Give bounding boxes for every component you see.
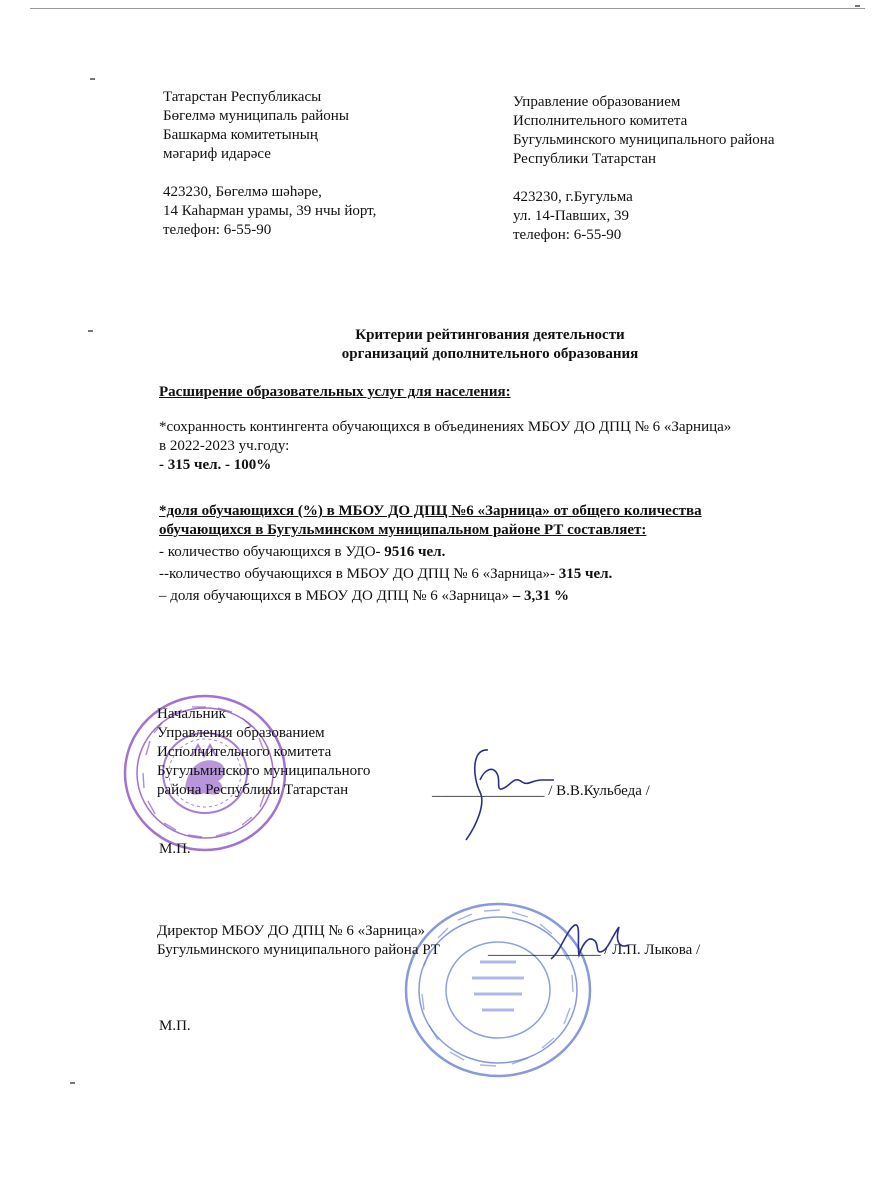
signature2-line1: Директор МБОУ ДО ДПЦ № 6 «Зарница»: [157, 923, 426, 939]
signature1-block: [157, 705, 370, 800]
section1-heading: Расширение образовательных услуг для населения:: [159, 384, 511, 400]
header-right-address: ул. 14-Павших, 39: [513, 208, 629, 224]
scan-mark: [855, 5, 860, 7]
item-value: – 3,31 %: [512, 588, 569, 604]
title-line: организаций дополнительного образования: [341, 346, 639, 362]
header-right-line: Республики Татарстан: [513, 151, 657, 167]
header-right-address: 423230, г.Бугульма: [513, 189, 633, 205]
item-value: 315 чел.: [558, 566, 613, 582]
scan-mark: [88, 330, 93, 332]
signature1-blank: _______________: [432, 783, 545, 799]
header-left-line: Татарстан Республикасы: [163, 89, 322, 105]
header-left: [163, 88, 376, 240]
signature1-name: / В.В.Кульбеда /: [548, 783, 650, 799]
section1-line3: - 315 чел. - 100%: [159, 457, 272, 473]
section2-item-3: [159, 587, 569, 606]
signature1-mp: М.П.: [159, 841, 191, 857]
title-line: Критерии рейтингования деятельности: [355, 327, 625, 343]
header-left-line: Бөгелмә муниципаль районы: [163, 108, 349, 124]
signature2-blank: _______________: [488, 942, 601, 958]
header-right: [513, 93, 775, 245]
signature1-scribble: [450, 740, 560, 851]
section2-item-2: [159, 565, 612, 584]
header-right-line: Исполнительного комитета: [513, 113, 688, 129]
header-left-address: 423230, Бөгелмә шәһәре,: [163, 184, 322, 200]
section1-line2: в 2022-2023 уч.году:: [159, 438, 290, 454]
header-left-line: Башкарма комитетының: [163, 127, 318, 143]
item-value: 9516 чел.: [384, 544, 446, 560]
item-text: - количество обучающихся в УДО-: [159, 544, 385, 560]
signature2-name: / Л.П. Лыкова /: [604, 942, 701, 958]
scan-edge-line: [30, 8, 865, 9]
header-right-line: Бугульминского муниципального района: [513, 132, 775, 148]
signature2-line2: Бугульминского муниципального района РТ: [157, 942, 440, 958]
signature1-line: Бугульминского муниципального: [157, 763, 371, 779]
header-left-address: телефон: 6-55-90: [163, 222, 272, 238]
signature2-mp: М.П.: [159, 1018, 191, 1034]
item-text: --количество обучающихся в МБОУ ДО ДПЦ № 6 «Зарница»-: [159, 566, 559, 582]
signature1-line: района Республики Татарстан: [157, 782, 349, 798]
signature1-line: Исполнительного комитета: [157, 744, 332, 760]
scan-mark: [90, 78, 95, 80]
page-title: [300, 326, 680, 364]
section2-heading-1: *доля обучающихся (%) в МБОУ ДО ДПЦ №6 «Зарница» от общего количества: [159, 503, 702, 519]
header-left-line: мәгариф идарәсе: [163, 146, 271, 162]
section1-line1: *сохранность контингента обучающихся в объединениях МБОУ ДО ДПЦ № 6 «Зарница»: [159, 419, 732, 435]
signature2-scribble: [545, 915, 635, 976]
section2-item-1: [159, 543, 445, 562]
signature1-line: Начальник: [157, 706, 226, 722]
signature1-line: Управления образованием: [157, 725, 325, 741]
scan-mark: [70, 1082, 75, 1084]
header-left-address: 14 Каһарман урамы, 39 нчы йорт,: [163, 203, 377, 219]
header-right-line: Управление образованием: [513, 94, 681, 110]
item-text: – доля обучающихся в МБОУ ДО ДПЦ № 6 «Зарница»: [159, 588, 513, 604]
header-right-address: телефон: 6-55-90: [513, 227, 622, 243]
section2-heading-2: обучающихся в Бугульминском муниципальном районе РТ составляет:: [159, 522, 647, 538]
